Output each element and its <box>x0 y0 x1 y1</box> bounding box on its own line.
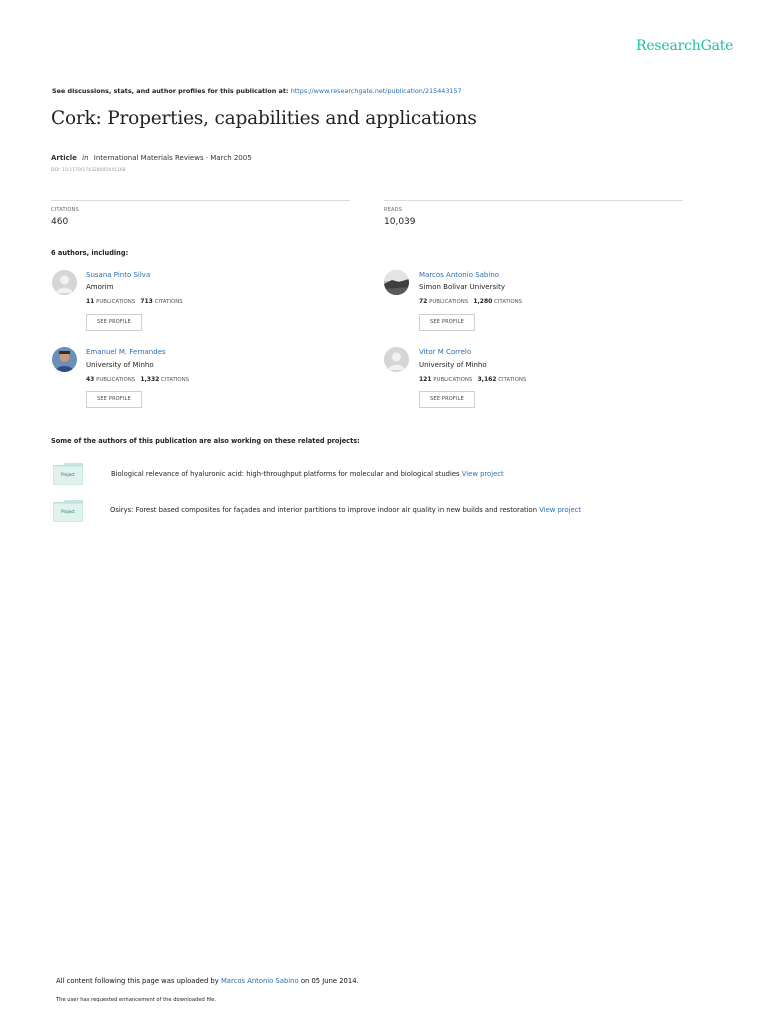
project-item <box>110 506 581 514</box>
see-profile-button[interactable]: SEE PROFILE <box>419 314 475 331</box>
citations-label: CITATIONS <box>498 377 527 383</box>
author-institution: University of Minho <box>419 361 487 369</box>
publications-label: PUBLICATIONS <box>96 299 136 305</box>
author-stats <box>86 298 183 305</box>
enhancement-note: The user has requested enhancement of the downloaded file. <box>56 997 217 1003</box>
see-discussions-text <box>52 87 462 95</box>
upload-suffix: on 05 June 2014. <box>300 977 359 985</box>
see-profile-button[interactable]: SEE PROFILE <box>419 391 475 408</box>
citations-count: 713 <box>140 298 153 305</box>
author-stats <box>86 376 189 383</box>
see-profile-button[interactable]: SEE PROFILE <box>86 391 142 408</box>
project-icon-label: Project <box>61 472 75 477</box>
project-title: Biological relevance of hyaluronic acid: high-throughput platforms for molecular and biological studies <box>111 470 460 478</box>
researchgate-logo[interactable]: ResearchGate <box>636 38 734 54</box>
citations-label: CITATIONS <box>51 207 79 213</box>
publications-label: PUBLICATIONS <box>429 299 469 305</box>
view-project-link[interactable]: View project <box>539 506 582 514</box>
author-name-link[interactable]: Marcos Antonio Sabino <box>419 271 500 279</box>
publications-count: 43 <box>86 376 95 383</box>
citations-count: 1,280 <box>473 298 493 305</box>
publication-meta <box>51 154 252 162</box>
upload-prefix: All content following this page was uploaded by <box>56 977 219 985</box>
author-name-link[interactable]: Vitor M Correlo <box>419 348 472 356</box>
publications-count: 121 <box>419 376 432 383</box>
article-type: Article <box>51 154 77 162</box>
citations-value: 460 <box>51 217 69 227</box>
project-folder-icon[interactable] <box>53 463 83 481</box>
reads-label: READS <box>384 207 403 213</box>
author-name-link[interactable]: Susana Pinto Silva <box>86 271 151 279</box>
publication-title: Cork: Properties, capabilities and applications <box>51 108 477 129</box>
related-projects-heading: Some of the authors of this publication are also working on these related projects: <box>51 437 360 445</box>
author-stats <box>419 298 522 305</box>
author-photo-icon <box>384 270 409 295</box>
author-name-link[interactable]: Emanuel M. Fernandes <box>86 348 166 356</box>
reads-divider <box>384 200 683 201</box>
citations-label: CITATIONS <box>161 377 190 383</box>
see-profile-button[interactable]: SEE PROFILE <box>86 314 142 331</box>
citations-label: CITATIONS <box>154 299 183 305</box>
author-photo-icon <box>52 347 77 372</box>
project-folder-icon[interactable] <box>53 500 83 518</box>
project-title: Osirys: Forest based composites for façades and interior partitions to improve indoor air quality in new builds and restoration <box>110 506 538 514</box>
citations-count: 1,332 <box>140 376 160 383</box>
in-label: in <box>82 154 89 162</box>
authors-heading: 6 authors, including: <box>51 249 129 257</box>
publications-label: PUBLICATIONS <box>433 377 473 383</box>
avatar[interactable] <box>384 270 409 295</box>
citations-divider <box>51 200 350 201</box>
author-institution: University of Minho <box>86 361 154 369</box>
author-stats <box>419 376 526 383</box>
publication-url-link[interactable]: https://www.researchgate.net/publication/215443157 <box>290 87 462 95</box>
avatar[interactable] <box>52 270 77 295</box>
citations-label: CITATIONS <box>494 299 523 305</box>
project-item <box>111 470 504 478</box>
publications-count: 11 <box>86 298 95 305</box>
see-discussions-label: See discussions, stats, and author profiles for this publication at: <box>52 87 289 95</box>
author-institution: Amorim <box>86 283 114 291</box>
publications-label: PUBLICATIONS <box>96 377 136 383</box>
default-avatar-icon <box>384 347 409 372</box>
publications-count: 72 <box>419 298 428 305</box>
project-icon-label: Project <box>61 509 75 514</box>
author-institution: Simon Bolivar University <box>419 283 505 291</box>
upload-note <box>56 977 359 985</box>
reads-value: 10,039 <box>384 217 416 227</box>
avatar[interactable] <box>52 347 77 372</box>
default-avatar-icon <box>52 270 77 295</box>
uploader-link[interactable]: Marcos Antonio Sabino <box>220 977 299 985</box>
citations-count: 3,162 <box>477 376 497 383</box>
avatar[interactable] <box>384 347 409 372</box>
doi-text: DOI: 10.1179/174328005X41168 <box>51 168 126 173</box>
view-project-link[interactable]: View project <box>461 470 504 478</box>
journal-venue: International Materials Reviews · March 2005 <box>93 154 252 162</box>
